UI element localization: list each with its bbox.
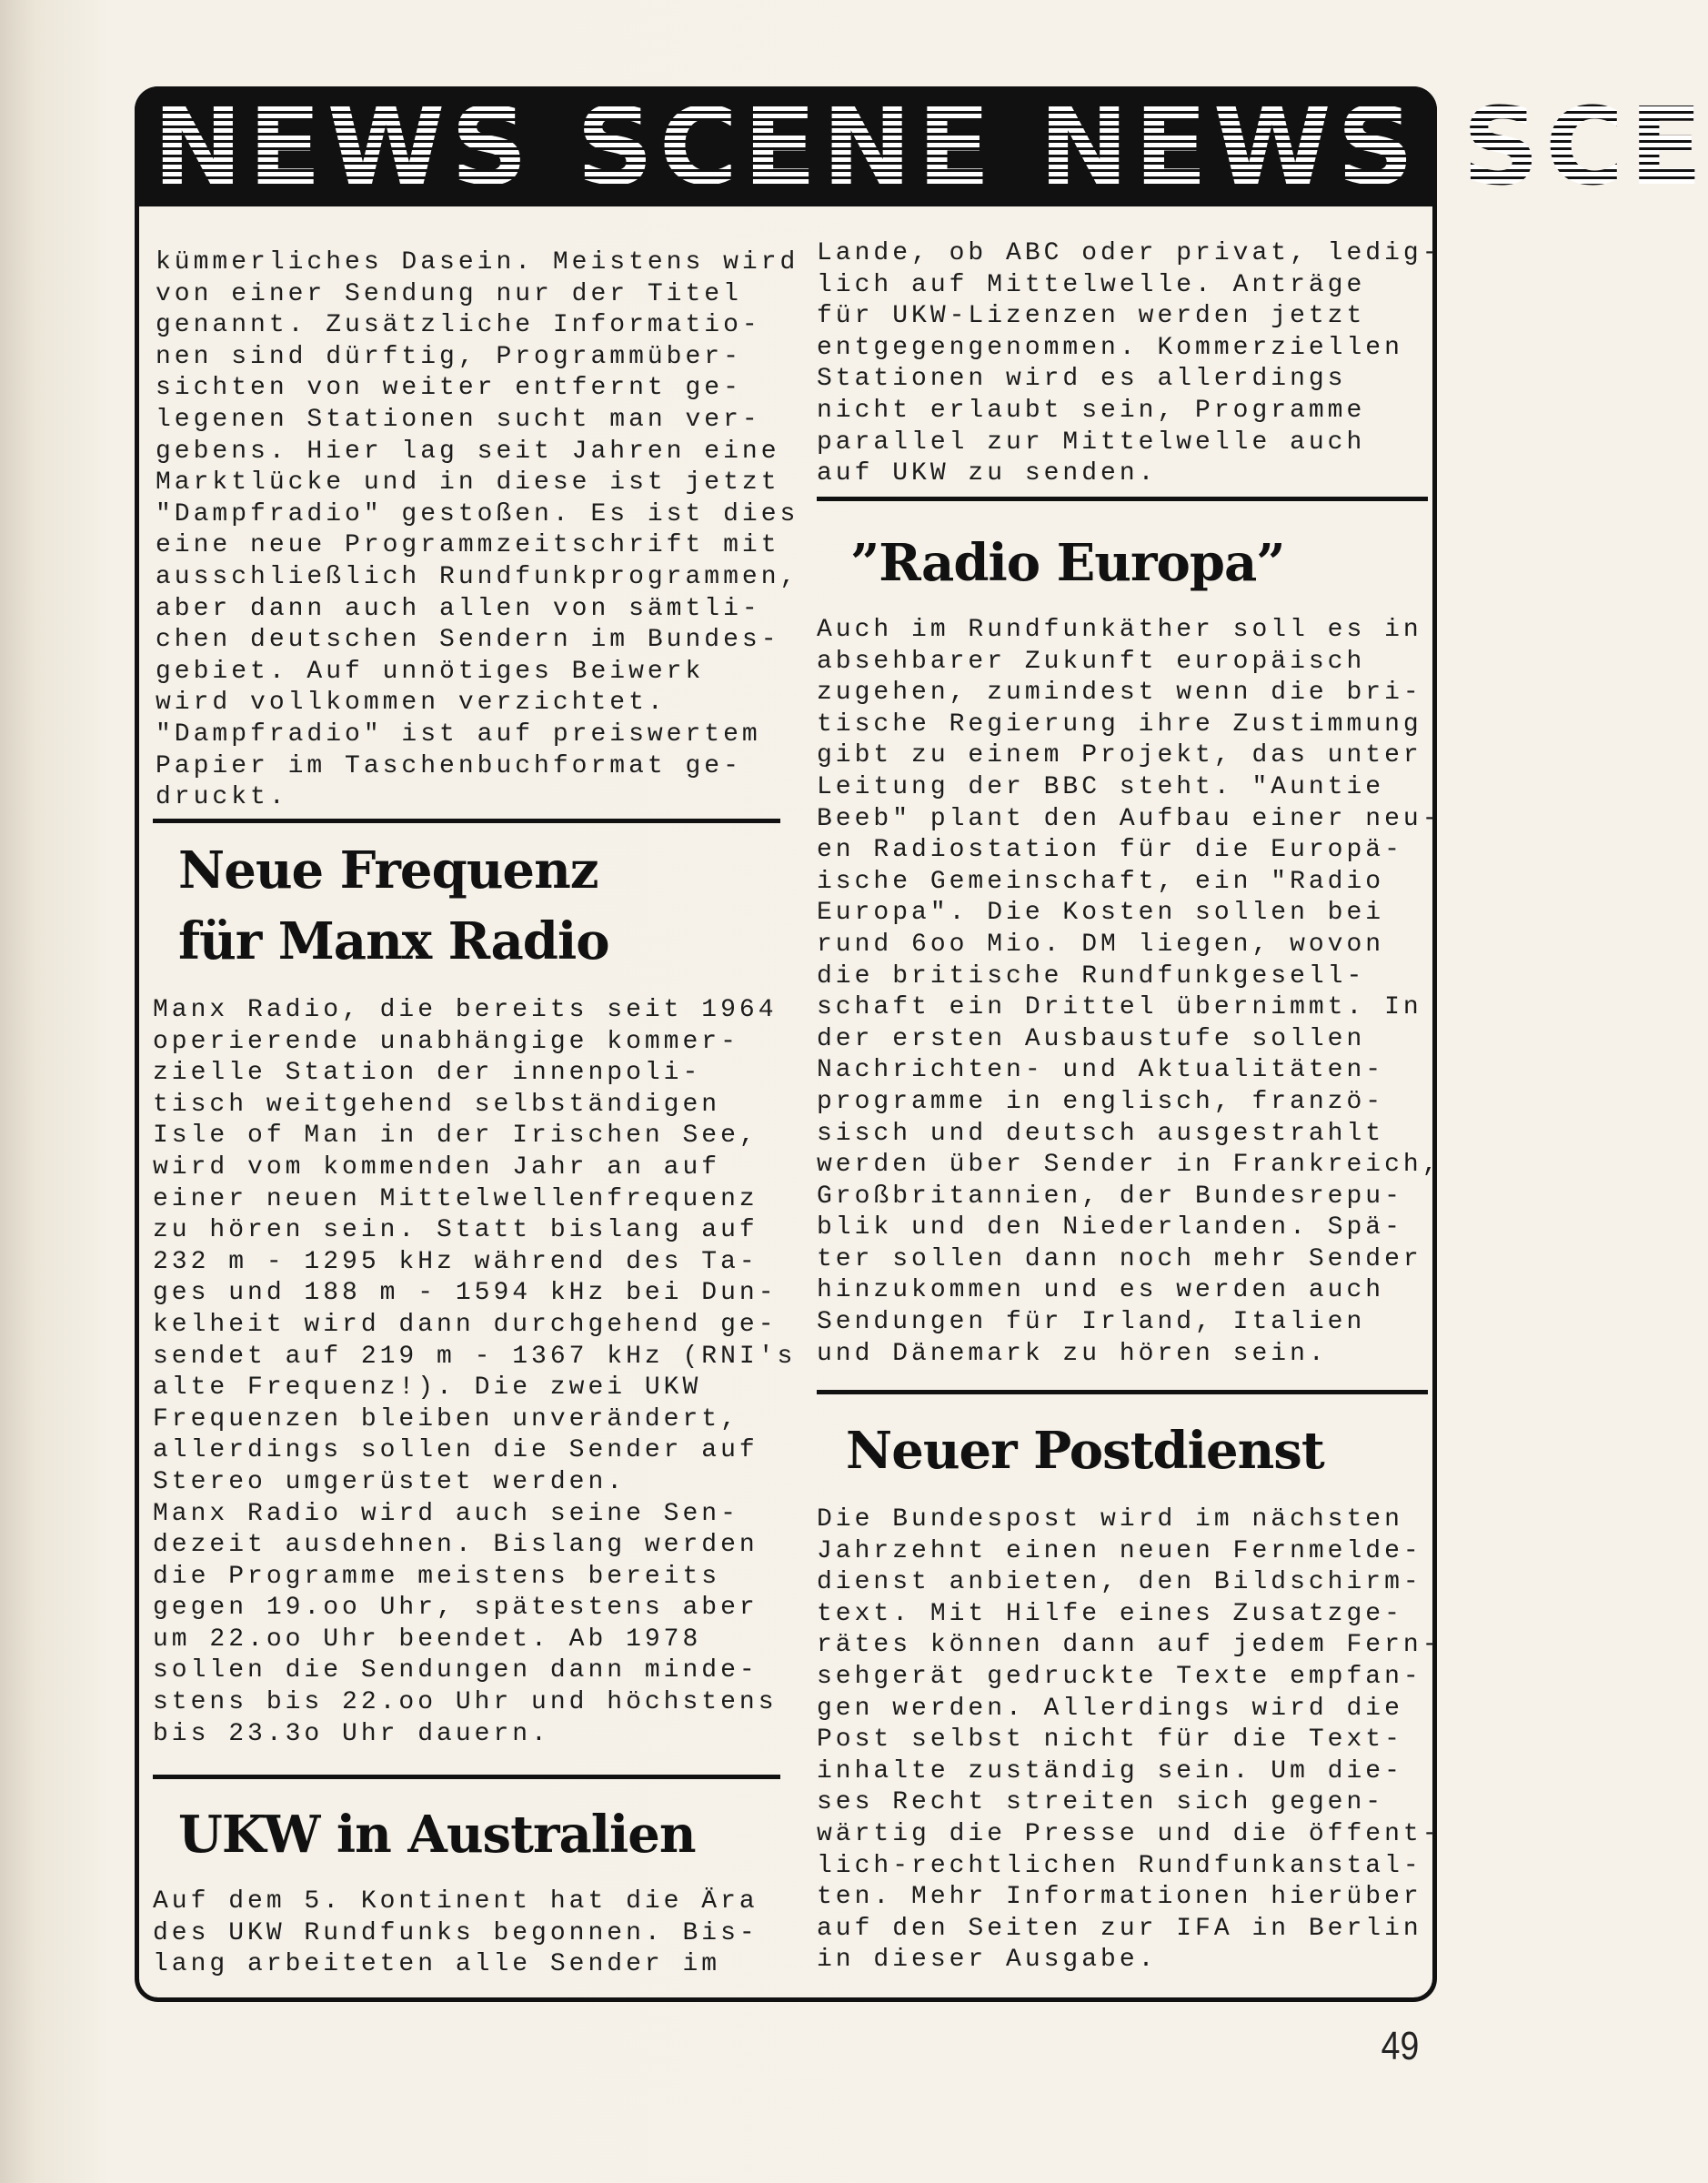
left-intro-text (156, 247, 799, 814)
text-line: Post selbst nicht für die Text- (817, 1725, 1403, 1755)
text-line: lich-rechtlichen Rundfunkanstal- (817, 1851, 1422, 1880)
divider (153, 1775, 780, 1779)
text-line: kelheit wird dann durchgehend ge- (153, 1310, 778, 1339)
text-line: inhalte zuständig sein. Um die- (817, 1756, 1403, 1786)
text-line: auf den Seiten zur IFA in Berlin (817, 1914, 1422, 1943)
text-line: wird vom kommenden Jahr an auf (153, 1152, 721, 1182)
heading-manx-radio: für Manx Radio (178, 911, 609, 971)
text-line: wird vollkommen verzichtet. (156, 689, 667, 718)
text-line: gibt zu einem Projekt, das unter (817, 741, 1422, 770)
text-line: einer neuen Mittelwellenfrequenz (153, 1184, 759, 1213)
text-line: sisch und deutsch ausgestrahlt (817, 1119, 1385, 1148)
text-line: gegen 19.oo Uhr, spätestens aber (153, 1594, 759, 1623)
text-line: entgegengenommen. Kommerziellen (817, 333, 1403, 362)
text-line: eine neue Programmzeitschrift mit (156, 531, 780, 560)
text-line: alte Frequenz!). Die zwei UKW (153, 1373, 702, 1403)
text-line: werden über Sender in Frankreich, (817, 1151, 1442, 1180)
text-line: zielle Station der innenpoli- (153, 1059, 702, 1088)
right-intro-text (817, 238, 1442, 490)
text-line: allerdings sollen die Sender auf (153, 1436, 759, 1465)
text-line: Marktlücke und in diese ist jetzt (156, 468, 780, 498)
text-line: Manx Radio, die bereits seit 1964 (153, 996, 778, 1024)
text-line: Leitung der BBC steht. "Auntie (817, 772, 1385, 801)
text-line: ses Recht streiten sich gegen- (817, 1788, 1385, 1817)
text-line: Manx Radio wird auch seine Sen- (153, 1499, 739, 1528)
text-line: gen werden. Allerdings wird die (817, 1694, 1403, 1723)
text-line: gebens. Hier lag seit Jahren eine (156, 437, 780, 466)
text-line: Frequenzen bleiben unverändert, (153, 1404, 739, 1434)
text-line: genannt. Zusätzliche Informatio- (156, 311, 761, 340)
text-line: "Dampfradio" gestoßen. Es ist dies (156, 499, 799, 528)
text-line: sehgerät gedruckte Texte empfan- (817, 1662, 1422, 1691)
text-line: tisch weitgehend selbständigen (153, 1090, 721, 1119)
text-line: Auch im Rundfunkäther soll es in (817, 616, 1422, 644)
post-article-text (817, 1504, 1442, 1977)
text-line: en Radiostation für die Europä- (817, 836, 1403, 865)
heading-radio-europa: ”Radio Europa” (850, 533, 1285, 593)
text-line: blik und den Niederlanden. Spä- (817, 1213, 1403, 1242)
text-line: ter sollen dann noch mehr Sender (817, 1244, 1422, 1273)
text-line: Nachrichten- und Aktualitäten- (817, 1056, 1385, 1085)
text-line: lich auf Mittelwelle. Anträge (817, 270, 1366, 299)
text-line: Auf dem 5. Kontinent hat die Ära (153, 1887, 759, 1916)
text-line: parallel zur Mittelwelle auch (817, 428, 1366, 457)
text-line: für UKW-Lizenzen werden jetzt (817, 302, 1366, 331)
text-line: lang arbeiteten alle Sender im (153, 1950, 721, 1979)
text-line: Stationen wird es allerdings (817, 365, 1347, 394)
text-line: ten. Mehr Informationen hierüber (817, 1883, 1422, 1912)
text-line: aber dann auch allen von sämtli- (156, 594, 761, 623)
text-line: sollen die Sendungen dann minde- (153, 1656, 759, 1685)
text-line: ausschließlich Rundfunkprogrammen, (156, 562, 799, 591)
heading-neue-frequenz: Neue Frequenz (178, 840, 598, 900)
text-line: Lande, ob ABC oder privat, ledig- (817, 239, 1442, 267)
text-line: zu hören sein. Statt bislang auf (153, 1216, 759, 1245)
text-line: "Dampfradio" ist auf preiswertem (156, 719, 761, 749)
text-line: und Dänemark zu hören sein. (817, 1339, 1328, 1368)
text-line: Stereo umgerüstet werden. (153, 1467, 627, 1496)
text-line: Jahrzehnt einen neuen Fernmelde- (817, 1536, 1422, 1565)
text-line: hinzukommen und es werden auch (817, 1276, 1385, 1305)
text-line: stens bis 22.oo Uhr und höchstens (153, 1688, 778, 1717)
text-line: zugehen, zumindest wenn die bri- (817, 679, 1422, 708)
text-line: rätes können dann auf jedem Fern- (817, 1631, 1442, 1660)
text-line: auf UKW zu senden. (817, 459, 1158, 488)
text-line: operierende unabhängige kommer- (153, 1027, 739, 1056)
heading-ukw-australien: UKW in Australien (178, 1805, 696, 1865)
text-line: nicht erlaubt sein, Programme (817, 396, 1366, 425)
text-line: absehbarer Zukunft europäisch (817, 647, 1366, 676)
text-line: programme in englisch, franzö- (817, 1087, 1385, 1116)
text-line: Großbritannien, der Bundesrepu- (817, 1182, 1403, 1211)
text-line: Beeb" plant den Aufbau einer neu- (817, 804, 1442, 833)
divider (817, 497, 1428, 501)
text-line: kümmerliches Dasein. Meistens wird (156, 248, 799, 277)
banner-title: NEWS SCENE NEWS SCE (153, 84, 1708, 209)
text-line: Europa". Die Kosten sollen bei (817, 899, 1385, 928)
text-line: ges und 188 m - 1594 kHz bei Dun- (153, 1279, 778, 1308)
text-line: 232 m - 1295 kHz während des Ta- (153, 1247, 759, 1276)
text-line: text. Mit Hilfe eines Zusatzge- (817, 1599, 1403, 1628)
text-line: chen deutschen Sendern im Bundes- (156, 626, 780, 655)
text-line: um 22.oo Uhr beendet. Ab 1978 (153, 1625, 702, 1654)
text-line: Sendungen für Irland, Italien (817, 1308, 1366, 1337)
text-line: Die Bundespost wird im nächsten (817, 1505, 1403, 1534)
divider (153, 819, 780, 823)
text-line: legenen Stationen sucht man ver- (156, 405, 761, 434)
ukw-article-text (153, 1886, 759, 1981)
text-line: schaft ein Drittel übernimmt. In (817, 993, 1422, 1022)
text-line: dienst anbieten, den Bildschirm- (817, 1568, 1422, 1597)
text-line: von einer Sendung nur der Titel (156, 279, 742, 308)
europa-article-text (817, 615, 1442, 1370)
text-line: sendet auf 219 m - 1367 kHz (RNI's (153, 1342, 797, 1371)
text-line: bis 23.3o Uhr dauern. (153, 1719, 550, 1748)
manx-article-text (153, 995, 796, 1750)
text-line: ische Gemeinschaft, ein "Radio (817, 867, 1385, 896)
text-line: wärtig die Presse und die öffent- (817, 1819, 1442, 1848)
text-line: die britische Rundfunkgesell- (817, 961, 1366, 991)
text-line: rund 6oo Mio. DM liegen, wovon (817, 930, 1385, 959)
text-line: sichten von weiter entfernt ge- (156, 374, 742, 403)
text-line: tische Regierung ihre Zustimmung (817, 709, 1422, 739)
text-line: Isle of Man in der Irischen See, (153, 1122, 759, 1151)
divider (817, 1390, 1428, 1394)
text-line: die Programme meistens bereits (153, 1562, 721, 1591)
page-number: 49 (1381, 2024, 1420, 2068)
text-line: des UKW Rundfunks begonnen. Bis- (153, 1918, 759, 1947)
text-line: nen sind dürftig, Programmüber- (156, 342, 742, 371)
text-line: dezeit ausdehnen. Bislang werden (153, 1531, 759, 1560)
text-line: Papier im Taschenbuchformat ge- (156, 751, 742, 780)
heading-neuer-postdienst: Neuer Postdienst (846, 1421, 1324, 1481)
text-line: gebiet. Auf unnötiges Beiwerk (156, 657, 705, 686)
text-line: in dieser Ausgabe. (817, 1946, 1158, 1975)
text-line: der ersten Ausbaustufe sollen (817, 1024, 1366, 1053)
text-line: druckt. (156, 783, 288, 812)
